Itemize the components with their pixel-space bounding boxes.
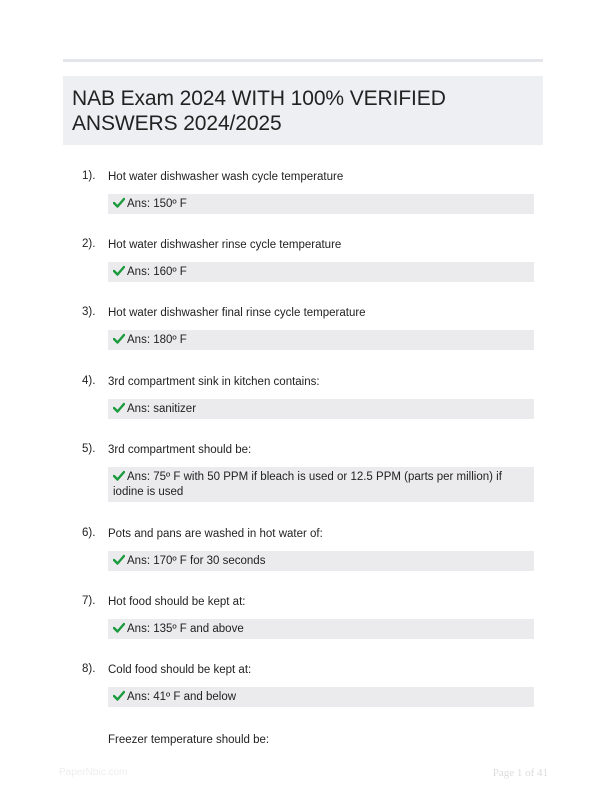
check-mark-icon bbox=[113, 333, 125, 344]
check-mark-icon bbox=[113, 402, 125, 413]
answer-box bbox=[108, 194, 534, 214]
answer-box bbox=[108, 619, 534, 639]
question-text: 3rd compartment sink in kitchen contains: bbox=[108, 376, 320, 388]
answer-text: Ans: 135º F and above bbox=[127, 623, 244, 635]
page-indicator: Page 1 of 41 bbox=[492, 767, 548, 779]
answer-box bbox=[108, 551, 534, 571]
question-text: Hot water dishwasher wash cycle temperature bbox=[108, 171, 344, 183]
question-number: 1). bbox=[82, 170, 96, 182]
question-text: 3rd compartment should be: bbox=[108, 444, 252, 456]
answer-box bbox=[108, 467, 534, 502]
answer-text: Ans: 180º F bbox=[127, 334, 187, 346]
question-text: Cold food should be kept at: bbox=[108, 664, 252, 676]
question-number: 6). bbox=[82, 527, 96, 539]
question-text: Hot water dishwasher final rinse cycle temperature bbox=[108, 307, 366, 319]
question-number: 8). bbox=[82, 663, 96, 675]
title-banner bbox=[63, 76, 543, 145]
footer-site: PaperNbic.com bbox=[59, 767, 128, 778]
question-number: 4). bbox=[82, 375, 96, 387]
answer-text: Ans: sanitizer bbox=[127, 403, 197, 415]
check-mark-icon bbox=[113, 690, 125, 701]
answer-box bbox=[108, 399, 534, 419]
check-mark-icon bbox=[113, 197, 125, 208]
answer-text: Ans: 75º F with 50 PPM if bleach is used or 12.5 PPM (parts per million) if iodine is used bbox=[113, 471, 502, 498]
question-text: Hot water dishwasher rinse cycle temperature bbox=[108, 239, 342, 251]
question-number: 7). bbox=[82, 595, 96, 607]
answer-text: Ans: 41º F and below bbox=[127, 691, 237, 703]
top-divider bbox=[63, 59, 543, 62]
question-text: Freezer temperature should be: bbox=[108, 734, 270, 746]
check-mark-icon bbox=[113, 265, 125, 276]
question-text: Pots and pans are washed in hot water of: bbox=[108, 528, 323, 540]
check-mark-icon bbox=[113, 622, 125, 633]
question-number: 3). bbox=[82, 306, 96, 318]
check-mark-icon bbox=[113, 554, 125, 565]
answer-text: Ans: 160º F bbox=[127, 266, 187, 278]
question-text: Hot food should be kept at: bbox=[108, 596, 246, 608]
question-number: 2). bbox=[82, 238, 96, 250]
answer-text: Ans: 170º F for 30 seconds bbox=[127, 555, 266, 567]
question-number: 5). bbox=[82, 443, 96, 455]
page-title: NAB Exam 2024 WITH 100% VERIFIED ANSWERS 2024/2025 bbox=[72, 87, 446, 135]
answer-box bbox=[108, 330, 534, 350]
answer-text: Ans: 150º F bbox=[127, 198, 187, 210]
answer-box bbox=[108, 687, 534, 707]
check-mark-icon bbox=[113, 470, 125, 481]
answer-box bbox=[108, 262, 534, 282]
